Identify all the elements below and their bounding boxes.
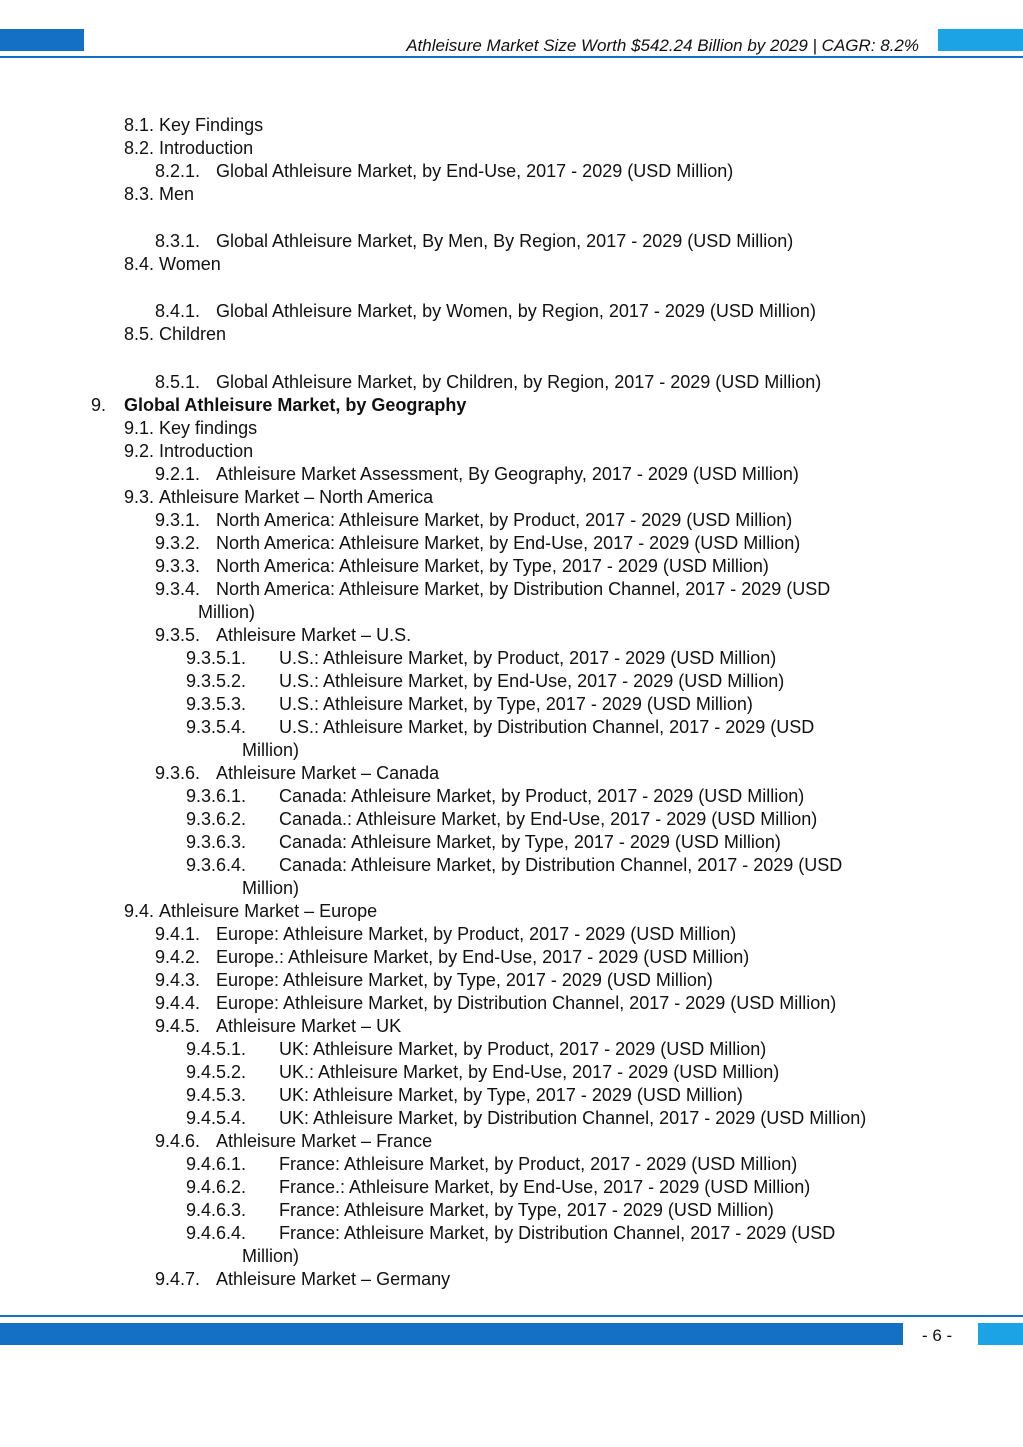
toc-entry xyxy=(155,230,793,252)
toc-entry-title: Introduction xyxy=(159,138,254,158)
toc-entry xyxy=(155,1015,401,1037)
header-rule xyxy=(0,56,1023,58)
toc-entry-title: North America: Athleisure Market, by Distribution Channel, 2017 - 2029 (USD xyxy=(216,579,831,599)
toc-entry-title: France.: Athleisure Market, by End-Use, 2017 - 2029 (USD Million) xyxy=(279,1177,811,1197)
toc-entry-title: Europe.: Athleisure Market, by End-Use, 2017 - 2029 (USD Million) xyxy=(216,947,750,967)
toc-entry-title: Athleisure Market – North America xyxy=(159,487,434,507)
toc-entry xyxy=(155,992,836,1014)
footer-bar xyxy=(0,1323,903,1345)
toc-entry-number: 8.3.1. xyxy=(155,231,201,251)
toc-entry xyxy=(186,854,842,876)
toc-entry-number: 9.4.7. xyxy=(155,1269,201,1289)
toc-entry xyxy=(124,114,263,136)
toc-entry xyxy=(155,509,792,531)
toc-entry-title: Athleisure Market – Germany xyxy=(216,1269,451,1289)
toc-entry-number: 8.5. xyxy=(124,324,155,344)
toc-entry-number: 9.2. xyxy=(124,441,155,461)
toc-entry-number: 9. xyxy=(91,395,107,415)
footer-accent-right xyxy=(978,1323,1023,1345)
toc-entry xyxy=(186,1107,866,1129)
toc-entry-title: Global Athleisure Market, by Women, by Region, 2017 - 2029 (USD Million) xyxy=(216,301,816,321)
toc-entry-title: Athleisure Market – UK xyxy=(216,1016,402,1036)
toc-entry xyxy=(155,371,821,393)
toc-entry-number: 9.4. xyxy=(124,901,155,921)
toc-entry-title: Key findings xyxy=(159,418,258,438)
toc-entry xyxy=(186,1038,766,1060)
toc-entry-title: Europe: Athleisure Market, by Distribution Channel, 2017 - 2029 (USD Million) xyxy=(216,993,837,1013)
toc-entry-number: 9.3.5.1. xyxy=(186,648,247,668)
toc-entry-number: 9.3. xyxy=(124,487,155,507)
toc-entry-title: Global Athleisure Market, By Men, By Region, 2017 - 2029 (USD Million) xyxy=(216,231,794,251)
toc-entry-title: Canada: Athleisure Market, by Type, 2017 - 2029 (USD Million) xyxy=(279,832,781,852)
toc-entry-number: 8.3. xyxy=(124,184,155,204)
toc-entry xyxy=(155,762,439,784)
toc-entry-title: UK: Athleisure Market, by Type, 2017 - 2029 (USD Million) xyxy=(279,1085,743,1105)
toc-entry xyxy=(186,647,776,669)
toc-entry-title: Men xyxy=(159,184,195,204)
toc-entry xyxy=(186,808,817,830)
toc-entry-number: 9.3.4. xyxy=(155,579,201,599)
toc-entry-number: 9.4.1. xyxy=(155,924,201,944)
toc-entry-number: 9.4.3. xyxy=(155,970,201,990)
toc-entry-number: 9.4.6.4. xyxy=(186,1223,247,1243)
toc-entry-number: 9.3.6.4. xyxy=(186,855,247,875)
toc-entry-title: Athleisure Market – U.S. xyxy=(216,625,412,645)
toc-entry-title: Europe: Athleisure Market, by Product, 2017 - 2029 (USD Million) xyxy=(216,924,737,944)
toc-entry xyxy=(155,1130,432,1152)
toc-entry-title: Canada: Athleisure Market, by Product, 2017 - 2029 (USD Million) xyxy=(279,786,805,806)
toc-entry xyxy=(155,1268,450,1290)
toc-entry xyxy=(124,486,433,508)
toc-entry-number: 9.4.5.4. xyxy=(186,1108,247,1128)
toc-entry xyxy=(186,716,814,738)
toc-entry-title: Key Findings xyxy=(159,115,264,135)
toc-entry xyxy=(186,1222,835,1244)
toc-entry-title: France: Athleisure Market, by Distribution Channel, 2017 - 2029 (USD xyxy=(279,1223,836,1243)
toc-entry-number: 9.1. xyxy=(124,418,155,438)
toc-entry xyxy=(186,785,804,807)
toc-entry-title: North America: Athleisure Market, by End-Use, 2017 - 2029 (USD Million) xyxy=(216,533,801,553)
toc-entry-number: 8.2. xyxy=(124,138,155,158)
toc-entry-number: 9.4.5.3. xyxy=(186,1085,247,1105)
toc-entry-number: 9.3.5.2. xyxy=(186,671,247,691)
toc-entry-continuation: Million) xyxy=(198,602,256,622)
toc-entry-title: Canada.: Athleisure Market, by End-Use, 2017 - 2029 (USD Million) xyxy=(279,809,818,829)
toc-entry-title: Women xyxy=(159,254,221,274)
toc-entry-number: 9.4.6.3. xyxy=(186,1200,247,1220)
toc-entry-title: Global Athleisure Market, by Geography xyxy=(124,395,467,415)
toc-entry xyxy=(124,900,377,922)
toc-entry xyxy=(124,440,253,462)
toc-entry-title: UK: Athleisure Market, by Product, 2017 - 2029 (USD Million) xyxy=(279,1039,767,1059)
toc-entry-title: North America: Athleisure Market, by Type, 2017 - 2029 (USD Million) xyxy=(216,556,769,576)
toc-entry-number: 8.2.1. xyxy=(155,161,201,181)
toc-entry-number: 9.3.6.3. xyxy=(186,832,247,852)
header-accent-left xyxy=(0,29,84,51)
toc-entry xyxy=(186,1061,779,1083)
toc-entry xyxy=(186,1153,797,1175)
toc-entry-number: 9.4.2. xyxy=(155,947,201,967)
toc-entry-number: 9.4.4. xyxy=(155,993,201,1013)
toc-entry xyxy=(155,532,800,554)
header-accent-right xyxy=(938,29,1023,51)
toc-entry-title: Athleisure Market – Europe xyxy=(159,901,378,921)
toc-entry-number: 8.4.1. xyxy=(155,301,201,321)
toc-entry xyxy=(155,463,799,485)
toc-entry xyxy=(124,253,221,275)
toc-entry-number: 9.3.6.1. xyxy=(186,786,247,806)
toc-entry-title: U.S.: Athleisure Market, by Type, 2017 - 2029 (USD Million) xyxy=(279,694,753,714)
toc-entry xyxy=(186,831,781,853)
toc-entry xyxy=(155,300,816,322)
toc-entry-number: 8.4. xyxy=(124,254,155,274)
toc-entry-number: 9.4.5.2. xyxy=(186,1062,247,1082)
toc-entry-title: Children xyxy=(159,324,227,344)
toc-entry xyxy=(186,1084,743,1106)
toc-entry xyxy=(124,417,257,439)
toc-entry-title: Canada: Athleisure Market, by Distribution Channel, 2017 - 2029 (USD xyxy=(279,855,843,875)
header-title: Athleisure Market Size Worth $542.24 Billion by 2029 | CAGR: 8.2% xyxy=(406,36,919,55)
toc-entry-title: U.S.: Athleisure Market, by End-Use, 2017 - 2029 (USD Million) xyxy=(279,671,785,691)
toc-entry-title: Europe: Athleisure Market, by Type, 2017 - 2029 (USD Million) xyxy=(216,970,713,990)
toc-entry-number: 9.3.6.2. xyxy=(186,809,247,829)
footer-rule xyxy=(0,1315,1023,1317)
toc-entry xyxy=(155,160,733,182)
toc-entry-continuation: Million) xyxy=(242,740,300,760)
toc-entry xyxy=(186,693,753,715)
toc-entry-number: 9.4.6.2. xyxy=(186,1177,247,1197)
toc-entry xyxy=(155,946,749,968)
toc-entry-title: Introduction xyxy=(159,441,254,461)
toc-entry-title: Athleisure Market – Canada xyxy=(216,763,440,783)
toc-entry-continuation: Million) xyxy=(242,878,300,898)
toc-entry-number: 9.3.5.4. xyxy=(186,717,247,737)
toc-entry xyxy=(186,670,784,692)
toc-entry-title: France: Athleisure Market, by Type, 2017 - 2029 (USD Million) xyxy=(279,1200,774,1220)
page-number: - 6 - xyxy=(922,1326,953,1345)
toc-entry-number: 9.3.5.3. xyxy=(186,694,247,714)
toc-entry-title: Global Athleisure Market, by End-Use, 2017 - 2029 (USD Million) xyxy=(216,161,734,181)
toc-entry xyxy=(155,555,769,577)
toc-entry xyxy=(155,578,830,600)
toc-entry-number: 9.4.6. xyxy=(155,1131,201,1151)
toc-entry-title: France: Athleisure Market, by Product, 2017 - 2029 (USD Million) xyxy=(279,1154,798,1174)
toc-entry-number: 9.2.1. xyxy=(155,464,201,484)
toc-entry-title: U.S.: Athleisure Market, by Distribution Channel, 2017 - 2029 (USD xyxy=(279,717,815,737)
toc-entry xyxy=(91,394,466,416)
toc-entry-title: Global Athleisure Market, by Children, by Region, 2017 - 2029 (USD Million) xyxy=(216,372,822,392)
toc-entry-title: UK: Athleisure Market, by Distribution Channel, 2017 - 2029 (USD Million) xyxy=(279,1108,867,1128)
toc-entry-number: 9.4.5. xyxy=(155,1016,201,1036)
toc-entry-title: Athleisure Market – France xyxy=(216,1131,433,1151)
toc-entry-title: Athleisure Market Assessment, By Geography, 2017 - 2029 (USD Million) xyxy=(216,464,799,484)
toc-entry-number: 9.3.5. xyxy=(155,625,201,645)
toc-entry-number: 8.5.1. xyxy=(155,372,201,392)
toc-entry-number: 9.3.2. xyxy=(155,533,201,553)
toc-entry-number: 9.4.6.1. xyxy=(186,1154,247,1174)
toc-entry-number: 9.3.6. xyxy=(155,763,201,783)
toc-entry xyxy=(155,969,713,991)
toc-entry xyxy=(186,1199,774,1221)
toc-entry-number: 8.1. xyxy=(124,115,155,135)
toc-entry-number: 9.3.1. xyxy=(155,510,201,530)
toc-entry xyxy=(186,1176,810,1198)
toc-entry-title: North America: Athleisure Market, by Product, 2017 - 2029 (USD Million) xyxy=(216,510,793,530)
toc-entry xyxy=(155,624,411,646)
toc-entry-number: 9.4.5.1. xyxy=(186,1039,247,1059)
toc-entry xyxy=(155,923,736,945)
toc-entry-title: U.S.: Athleisure Market, by Product, 2017 - 2029 (USD Million) xyxy=(279,648,777,668)
toc-entry-title: UK.: Athleisure Market, by End-Use, 2017 - 2029 (USD Million) xyxy=(279,1062,780,1082)
toc-entry xyxy=(124,323,226,345)
toc-entry xyxy=(124,183,194,205)
toc-entry-number: 9.3.3. xyxy=(155,556,201,576)
toc-entry-continuation: Million) xyxy=(242,1246,300,1266)
toc-entry xyxy=(124,137,253,159)
